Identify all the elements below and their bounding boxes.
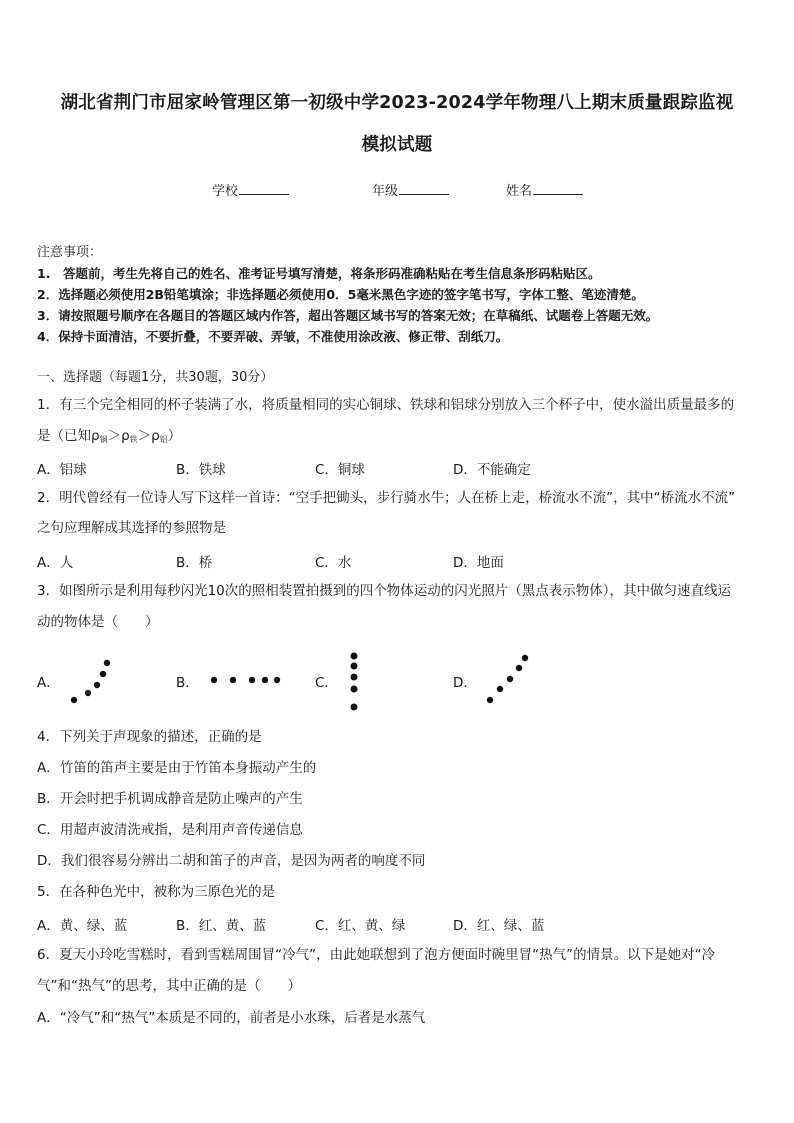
q5-option-a[interactable]: A．黄、绿、蓝 — [37, 918, 128, 934]
q1-option-b[interactable]: B．铁球 — [176, 462, 226, 478]
q2-option-a[interactable]: A．人 — [37, 555, 74, 571]
dot — [351, 704, 358, 711]
grade-label: 年级 — [372, 184, 399, 199]
dot — [230, 677, 236, 683]
dot — [487, 697, 493, 703]
q2-option-b[interactable]: B．桥 — [176, 555, 213, 571]
question-5-stem: 5．在各种色光中，被称为三原色光的是 — [37, 884, 276, 900]
q3-option-c[interactable]: C． — [315, 675, 338, 691]
note-item: 4．保持卡面清洁，不要折叠，不要弄破、弄皱，不准使用涂改液、修正带、刮纸刀。 — [37, 329, 509, 344]
exam-title: 湖北省荆门市屈家岭管理区第一初级中学2023-2024学年物理八上期末质量跟踪监视 — [60, 93, 734, 113]
dot — [100, 671, 106, 677]
q1-text: ） — [167, 428, 182, 444]
school-label: 学校 — [212, 184, 239, 199]
q1-text: ＞ρ — [137, 428, 160, 444]
dot — [211, 677, 217, 683]
q3-option-a[interactable]: A． — [37, 675, 60, 691]
question-4-stem: 4．下列关于声现象的描述，正确的是 — [37, 729, 262, 745]
q5-option-c[interactable]: C．红、黄、绿 — [315, 918, 406, 934]
question-1-stem: 1．有三个完全相同的杯子装满了水，将质量相同的实心铜球、铁球和铝球分别放入三个杯子中，使水溢出质量最多的 — [37, 397, 735, 413]
q3-option-b[interactable]: B． — [176, 675, 199, 691]
q1-option-a[interactable]: A．铝球 — [37, 462, 87, 478]
dot — [262, 677, 268, 683]
dot — [104, 660, 110, 666]
dot — [497, 686, 503, 692]
q1-option-c[interactable]: C．铜球 — [315, 462, 365, 478]
exam-title-continued: 模拟试题 — [361, 135, 433, 155]
q6-option-a[interactable]: A．“冷气”和“热气”本质是不同的，前者是小水珠，后者是水蒸气 — [37, 1010, 426, 1026]
q4-option-c[interactable]: C．用超声波清洗戒指，是利用声音传递信息 — [37, 822, 303, 838]
subscript-iron: 铁 — [129, 435, 138, 444]
section-heading: 一、选择题（每题1分，共30题，30分） — [37, 370, 274, 385]
q4-option-b[interactable]: B．开会时把手机调成静音是防止噪声的产生 — [37, 791, 303, 807]
dot — [351, 674, 358, 681]
dot — [351, 653, 358, 660]
q4-option-d[interactable]: D．我们很容易分辨出二胡和笛子的声音，是因为两者的响度不同 — [37, 853, 426, 869]
figure-b-dots — [211, 677, 280, 683]
name-label: 姓名 — [506, 184, 533, 199]
q5-option-b[interactable]: B．红、黄、蓝 — [176, 918, 267, 934]
q2-option-d[interactable]: D．地面 — [453, 555, 504, 571]
subscript-aluminium: 铝 — [159, 435, 168, 444]
note-item: 2．选择题必须使用2B铅笔填涂；非选择题必须使用0．5毫米黑色字迹的签字笔书写，字体工整、笔迹清楚。 — [37, 287, 644, 302]
dot — [522, 655, 528, 661]
question-6-stem: 6．夏天小玲吃雪糕时，看到雪糕周围冒“冷气”，由此她联想到了泡方便面时碗里冒“热气”的情景。以下是她对“冷 — [37, 947, 716, 963]
q2-option-c[interactable]: C．水 — [315, 555, 352, 571]
q5-option-d[interactable]: D．红、绿、蓝 — [453, 918, 545, 934]
q1-option-d[interactable]: D．不能确定 — [453, 462, 531, 478]
figure-d-dots — [487, 655, 528, 703]
q1-text: 是（已知ρ — [37, 428, 100, 444]
notes-heading: 注意事项： — [37, 245, 103, 260]
figure-c-dots — [351, 653, 358, 711]
dot — [71, 697, 77, 703]
question-3-stem-continued: 动的物体是（ ） — [37, 614, 159, 630]
q4-option-a[interactable]: A．竹笛的笛声主要是由于竹笛本身振动产生的 — [37, 760, 317, 776]
note-item: 1. 答题前，考生先将自己的姓名、准考证号填写清楚，将条形码准确粘贴在考生信息条形码粘贴区。 — [37, 266, 601, 281]
note-item: 3．请按照题号顺序在各题目的答题区域内作答，超出答题区域书写的答案无效；在草稿纸、试题卷上答题无效。 — [37, 308, 659, 323]
dot — [94, 682, 100, 688]
dot — [351, 663, 358, 670]
dot — [507, 676, 513, 682]
dot — [249, 677, 255, 683]
question-2-stem: 2．明代曾经有一位诗人写下这样一首诗：“空手把锄头，步行骑水牛；人在桥上走，桥流水不流”，其中“桥流水不流” — [37, 490, 736, 506]
figure-a-dots — [71, 660, 110, 703]
subscript-copper: 铜 — [99, 435, 108, 444]
q3-option-d[interactable]: D． — [453, 675, 477, 691]
q1-text: ＞ρ — [107, 428, 130, 444]
dot — [516, 665, 522, 671]
question-3-stem: 3．如图所示是利用每秒闪光10次的照相装置拍摄到的四个物体运动的闪光照片（黑点表示物体），其中做匀速直线运 — [37, 583, 732, 599]
dot — [85, 690, 91, 696]
question-2-stem-continued: 之句应理解成其选择的参照物是 — [37, 520, 226, 536]
dot — [274, 677, 280, 683]
dot — [351, 686, 358, 693]
question-6-stem-continued: 气”和“热气”的思考，其中正确的是（ ） — [37, 978, 301, 994]
